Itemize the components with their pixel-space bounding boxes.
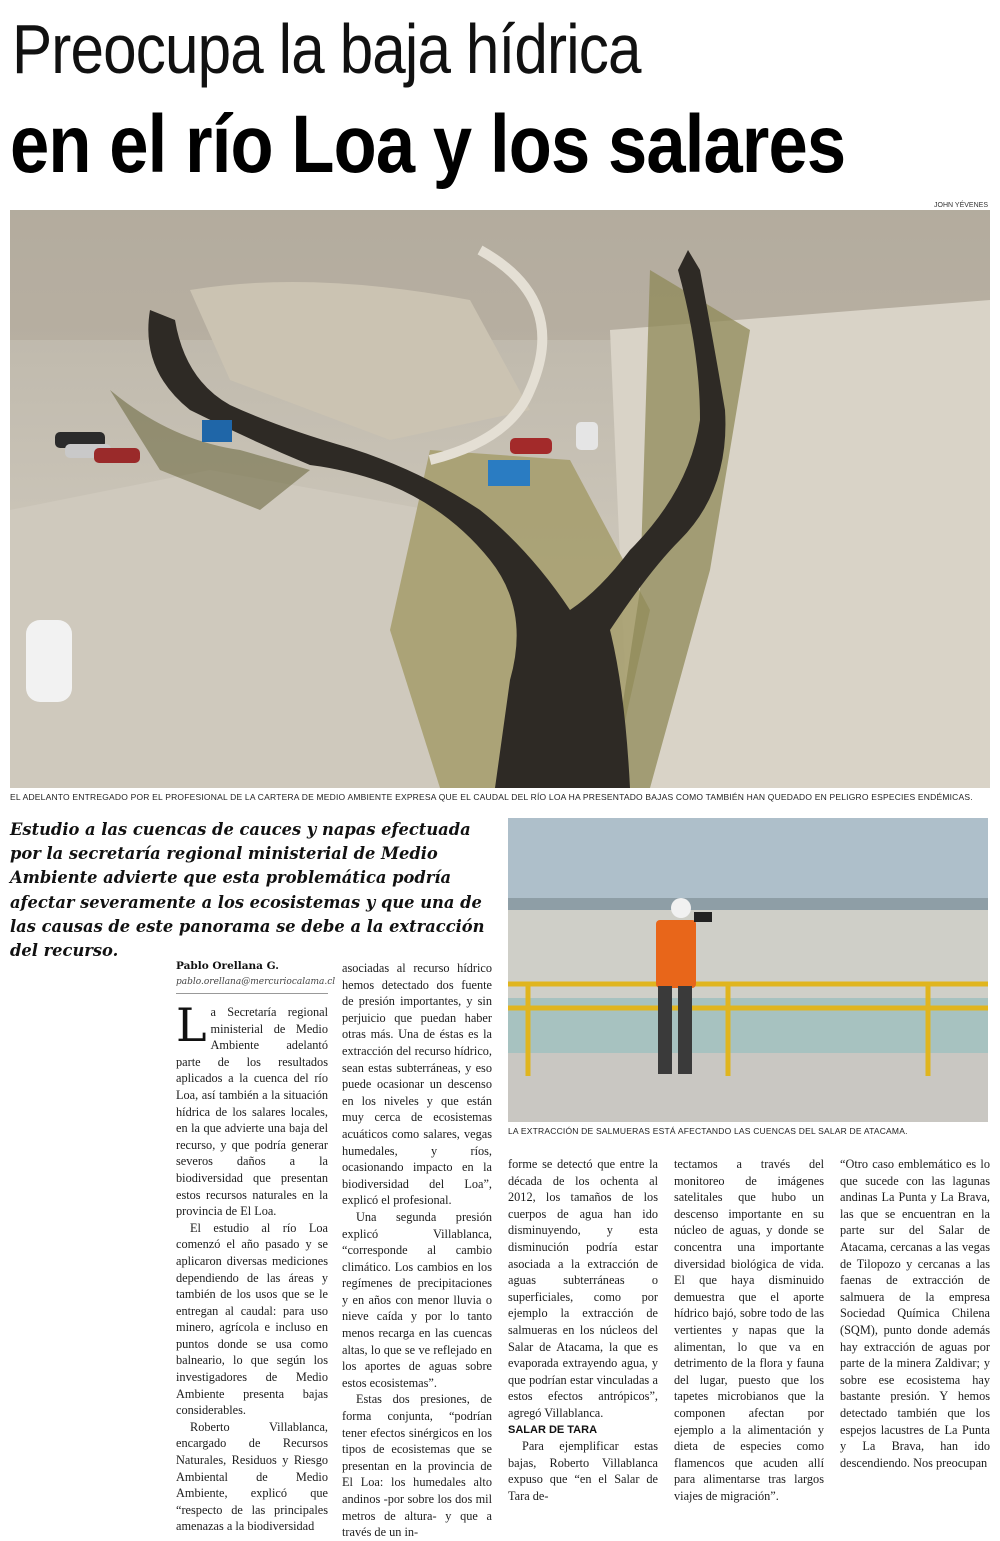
col2-paragraph-3: Estas dos presiones, de forma conjunta, “podrían tener efectos sinérgicos en los tipos de ecosistemas que se presentan en la provincia de El Loa: los humedales alto andinos -por sobre los dos mil metros de altura- y que a través de un in-	[342, 1392, 492, 1540]
col1-paragraph-2: El estudio al río Loa comenzó el año pasado y se aplicaron diversas mediciones dependiendo de las áreas y también de los usos que se le entregan al caudal: para uso minero, agrícola e incluso en puntos donde se usa como balneario, lo que según los investigadores de Medio Ambiente presenta bajas considerables.	[176, 1220, 328, 1418]
author-name: Pablo Orellana G.	[176, 960, 279, 972]
col5-paragraph-1: “Otro caso emblemático es lo que sucede con las lagunas andinas La Punta y La Brava, las que se encuentran en la parte sur del Salar de Atacama, cercanas a las vegas de Tilopozo y cercanas a las faenas de extracción de salmuera de la empresa Sociedad Química Chilena (SQM), punto donde además hay extracción de aguas por parte de la minera Zaldivar; y sobre ese ecosistema hay bastante presión. Y hemos detectado también que los espejos lacustres de La Punta y La Brava, han ido descendiendo. Nos preocupan	[840, 1157, 990, 1470]
drop-cap: L	[176, 998, 207, 1052]
article-column-1	[176, 998, 328, 1535]
col4-paragraph-1: tectamos a través del monitoreo de imágenes satelitales que hubo un descenso importante en su núcleo de aguas, y donde se concentra una importante diversidad biológica de vida. El que haya disminuido demuestra que el aporte hídrico bajó, sobre todo de las vertientes y napas que la alimentan, lo que va en detrimento de la flora y fauna del lugar, puesto que los tapetes microbianos que la componen afectan por ejemplo a la alimentación y dieta de especies como flamencos que acuden allí para alimentarse tras largos viajes de migración”.	[674, 1157, 824, 1503]
article-column-2	[342, 960, 492, 1541]
photo2-caption: LA EXTRACCIÓN DE SALMUERAS ESTÁ AFECTANDO LAS CUENCAS DEL SALAR DE ATACAMA.	[508, 1126, 908, 1136]
article-column-4	[674, 1156, 824, 1504]
headline-line1: Preocupa la baja hídrica	[12, 10, 641, 88]
col2-paragraph-2: Una segunda presión explicó Villablanca, “corresponde al cambio climático. Los cambios en los regímenes de precipitaciones y en años con menor lluvia o nieve caída y por lo tanto menos recarga en las cuencas altas, lo que se ve reflejado en los aportes de aguas sobre estos ecosistemas”.	[342, 1209, 492, 1390]
article-column-3	[508, 1156, 658, 1504]
col1-paragraph-1: a Secretaría regional ministerial de Medio Ambiente adelantó parte de los resultados aplicados a la cuenca del río Loa, así también a la situación hídrica de los salares locales, en la que advierte una baja del recurso, y que podría generar severos daños a la biodiversidad que presentan estos recursos naturales en la provincia de El Loa.	[176, 1005, 328, 1219]
section-subhead: SALAR DE TARA	[508, 1423, 598, 1436]
byline-divider	[176, 993, 328, 994]
col2-paragraph-1: asociadas al recurso hídrico hemos detectado dos fuente de presión importantes, y sin perjuicio que puedan haber otras más. Una de éstas es la extracción del recurso hídrico, sean estas subterráneas, y eso puede ocasionar un descenso en los niveles y que están muy cerca de ecosistemas acuáticos como salares, vegas humedales, y ríos, ocasionando impacto en la biodiversidad del Loa”, explicó el profesional.	[342, 961, 492, 1208]
col3-paragraph-2: Para ejemplificar estas bajas, Roberto Villablanca expuso que “en el Salar de Tara de-	[508, 1439, 658, 1503]
col1-paragraph-3: Roberto Villablanca, encargado de Recursos Naturales, Residuos y Riesgo Ambiental de Medio Ambiente, explicó que “respecto de las principales amenazas a la biodiversidad	[176, 1419, 328, 1534]
photo1-caption: EL ADELANTO ENTREGADO POR EL PROFESIONAL DE LA CARTERA DE MEDIO AMBIENTE EXPRESA QUE EL CAUDAL DEL RÍO LOA HA PRESENTADO BAJAS COMO TAMBIÉN HAN QUEDADO EN PELIGRO ESPECIES ENDÉMICAS.	[10, 792, 973, 802]
lead-paragraph: Estudio a las cuencas de cauces y napas efectuada por la secretaría regional ministerial de Medio Ambiente advierte que esta problemática podría afectar severamente a los ecosistemas y que una de las causas de este panorama se debe a la extracción del recurso.	[10, 820, 485, 961]
author-email[interactable]: pablo.orellana@mercuriocalama.cl	[176, 977, 336, 987]
headline-line2: en el río Loa y los salares	[10, 99, 846, 190]
salt-flat-worker-photo	[508, 818, 988, 1122]
river-aerial-photo	[10, 210, 990, 788]
article-column-5	[840, 1156, 990, 1471]
photo-credit: JOHN YÉVENES	[934, 202, 988, 209]
col3-paragraph-1: forme se detectó que entre la década de los ochenta al 2012, los tamaños de los cuerpos de agua han ido disminuyendo, y esta disminución podría estar asociada a la extracción de aguas subterráneas o superficiales, como por ejemplo la extracción de salmueras en los núcleos del Salar de Atacama, la que es evaporada extrayendo agua, y que podrían estar vinculadas a estos efectos antrópicos”, agregó Villablanca.	[508, 1157, 658, 1420]
